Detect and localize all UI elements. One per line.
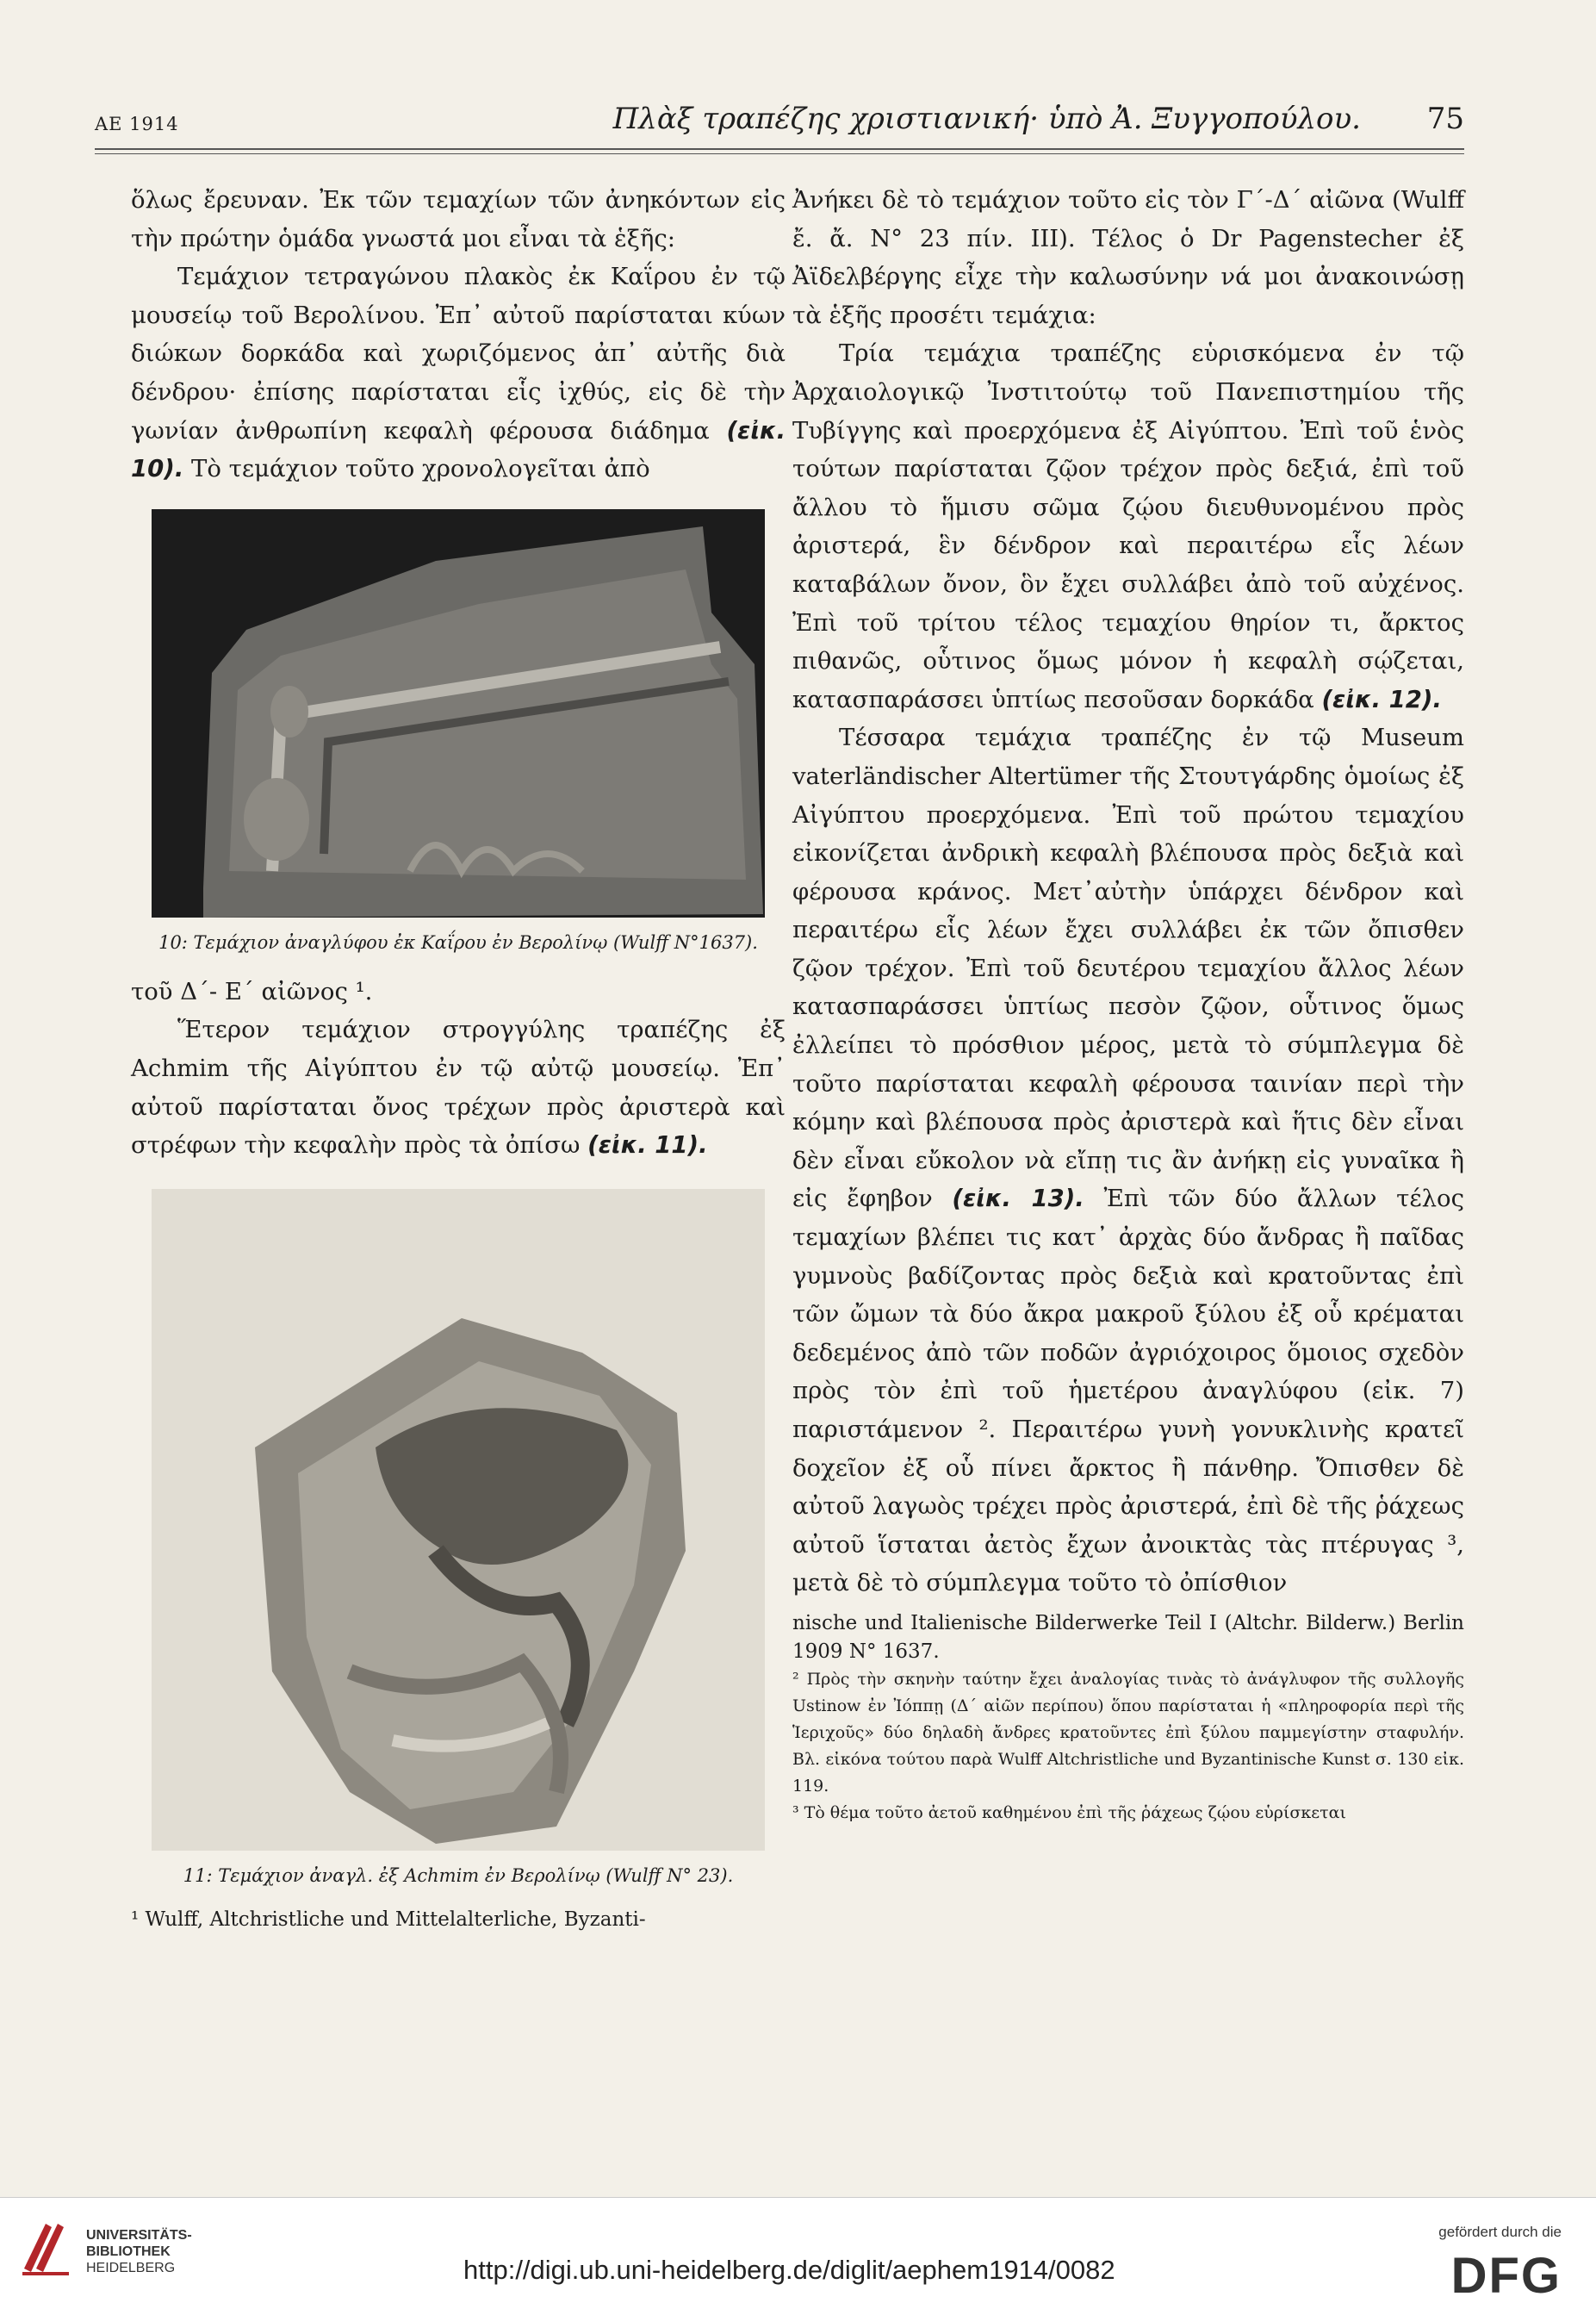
journal-volume: ΑΕ 1914 bbox=[95, 114, 179, 134]
relief-fragment-10-illustration bbox=[152, 509, 765, 918]
footnote-1: ¹ Wulff, Altchristliche und Mittelalterliche, Byzanti- bbox=[131, 1908, 646, 1931]
library-name bbox=[86, 2227, 192, 2276]
paragraph bbox=[792, 334, 1464, 719]
figure-ref-10[interactable]: (εἰκ. 10). bbox=[131, 416, 786, 483]
paragraph: τοῦ Δ΄- Ε΄ αἰῶνος ¹. bbox=[131, 977, 373, 1005]
dfg-logo: DFG bbox=[1450, 2248, 1562, 2304]
paragraph: Ἀνήκει δὲ τὸ τεμάχιον τοῦτο εἰς τὸν Γ΄-Δ΄ αἰῶνα (Wulff ἔ. ἄ. N° 23 πίν. III). Τέλος ὁ Dr Pagenstecher ἐξ Ἀϊδελβέργης εἶχε τὴν καλωσύνην νά μοι ἀνακοινώσῃ τὰ ἑξῆς προσέτι τεμάχια: bbox=[792, 186, 1464, 329]
paragraph-text: Ἕτερον τεμάχιον στρογγύλης τραπέζης ἐξ Achmim τῆς Αἰγύπτου ἐν τῷ αὐτῷ μουσείῳ. Ἐπ᾽ αὐτοῦ παρίσταται ὄνος τρέχων πρὸς ἀριστερὰ καὶ στρέφων τὴν κεφαλὴν πρὸς τὰ ὀπίσω bbox=[131, 1016, 786, 1160]
paragraph-text: Ἐπὶ τῶν δύο ἄλλων τέλος τεμαχίων βλέπει τις κατ᾽ ἀρχὰς δύο ἄνδρας ἢ παῖδας γυμνοὺς βαδίζοντας πρὸς δεξιὰ καὶ κρατοῦντας ἐπὶ τῶν ὤμων τὰ δύο ἄκρα μακροῦ ξύλου ἐξ οὗ κρέμαται δεδεμένος ἀπὸ τῶν ποδῶν ἀγριόχοιρος ὅμοιος σχεδὸν πρὸς τὸν ἐπὶ τοῦ ἡμετέρου ἀναγλύφου (εἰκ. 7) παριστάμενον ². Περαιτέρω γυνὴ γονυκλινὴς κρατεῖ δοχεῖον ἐξ οὗ πίνει ἄρκτος ἢ πάνθηρ. Ὄπισθεν δὲ αὐτοῦ λαγωὸς τρέχει πρὸς ἀριστερά, ἐπὶ δὲ τῆς ῥάχεως αὐτοῦ ἵσταται ἀετὸς ἔχων ἀνοικτὰς τὰς πτέρυγας ³, μετὰ δὲ τὸ σύμπλεγμα τοῦτο τὸ ὀπίσθιον bbox=[792, 1185, 1465, 1597]
footnote-2: ² Πρὸς τὴν σκηνὴν ταύτην ἔχει ἀναλογίας τινὰς τὸ ἀνάγλυφον τῆς συλλογῆς Ustinow ἐν Ἰόππῃ (Δ΄ αἰῶν περίπου) ὅπου παρίσταται ἡ «πληροφορία περὶ τῆς Ἱεριχοῦς» δύο δηλαδὴ ἄνδρες κρατοῦντες ἐπὶ ξύλου παμμεγίστην σταφυλήν. Βλ. εἰκόνα τούτου παρὰ Wulff Altchristliche und Byzantinische Kunst σ. 130 εἰκ. 119. bbox=[792, 1669, 1464, 1796]
university-library-logo-icon bbox=[16, 2217, 76, 2277]
running-title: Πλὰξ τραπέζης χριστιανική· ὑπὸ Ἀ. Ξυγγοπούλου. bbox=[612, 102, 1361, 136]
page-number: 75 bbox=[1426, 102, 1464, 136]
footnote-1-continued: nische und Italienische Bilderwerke Teil I (Altchr. Bilderw.) Berlin 1909 N° 1637. bbox=[792, 1611, 1464, 1663]
paragraph-text: Τεμάχιον τετραγώνου πλακὸς ἐκ Καΐρου ἐν τῷ μουσείῳ τοῦ Βερολίνου. Ἐπ᾽ αὐτοῦ παρίσταται κύων διώκων δορκάδα καὶ χωριζόμενος ἀπ᾽ αὐτῆς διὰ δένδρου· ἐπίσης παρίσταται εἷς ἰχθύς, εἰς δὲ τὴν γωνίαν ἀνθρωπίνη κεφαλὴ φέρουσα διάδημα bbox=[131, 263, 786, 445]
paragraph-text: Τὸ τεμάχιον τοῦτο χρονολογεῖται ἀπὸ bbox=[191, 455, 650, 483]
figure-ref-12[interactable]: (εἰκ. 12). bbox=[1321, 685, 1442, 713]
paragraph bbox=[792, 719, 1464, 1603]
paragraph: ὅλως ἔρευναν. Ἐκ τῶν τεμαχίων τῶν ἀνηκόντων εἰς τὴν πρώτην ὁμάδα γνωστά μοι εἶναι τὰ ἑξῆς: bbox=[131, 186, 786, 252]
paragraph-text: Τέσσαρα τεμάχια τραπέζης ἐν τῷ Museum vaterländischer Altertümer τῆς Στουτγάρδης ὁμοίως ἐξ Αἰγύπτου προερχόμενα. Ἐπὶ τοῦ πρώτου τεμαχίου εἰκονίζεται ἀνδρικὴ κεφαλὴ βλέπουσα πρὸς δεξιὰ καὶ φέρουσα κράνος. Μετ᾽αὐτὴν ὑπάρχει δένδρον καὶ περαιτέρω εἷς λέων ἔχει συλλάβει ἐκ τῶν ὄπισθεν ζῷον τρέχον. Ἐπὶ τοῦ δευτέρου τεμαχίου ἄλλος λέων κατασπαράσσει ὑπτίως πεσὸν ζῷον, οὗτινος ὅμως ἐλλείπει τὸ πρόσθιον μέρος, μετὰ τὸ σύμπλεγμα δὲ τοῦτο παρίσταται κεφαλὴ φέρουσα ταινίαν περὶ τὴν κόμην καὶ βλέπουσα πρὸς ἀριστερὰ καὶ ἥτις δὲν εἶναι δὲν εἶναι εὔκολον νὰ εἴπῃ τις ἂν ἀνήκῃ εἰς γυναῖκα ἢ εἰς ἔφηβον bbox=[792, 724, 1464, 1213]
right-column bbox=[792, 181, 1464, 1827]
header-rule-thin bbox=[95, 153, 1464, 154]
paragraph-text: Τρία τεμάχια τραπέζης εὑρισκόμενα ἐν τῷ Ἀρχαιολογικῷ Ἰνστιτούτῳ τοῦ Πανεπιστημίου τῆς Τυβίγγης καὶ προερχόμενα ἐξ Αἰγύπτου. Ἐπὶ τοῦ ἑνὸς τούτων παρίσταται ζῷον τρέχον πρὸς δεξιά, ἐπὶ τοῦ ἄλλου τὸ ἥμισυ σῶμα ζῴου διευθυνομένου πρὸς ἀριστερά, ἓν δένδρον καὶ περαιτέρω εἷς λέων καταβάλων ὄνον, ὃν ἔχει συλλάβει ἀπὸ τοῦ αὐχένος. Ἐπὶ τοῦ τρίτου τέλος τεμαχίου θηρίον τι, ἄρκτος πιθανῶς, οὗτινος ὅμως μόνον ἡ κεφαλὴ σῴζεται, κατασπαράσσει ὑπτίως πεσοῦσαν δορκάδα bbox=[792, 339, 1464, 713]
paragraph bbox=[131, 1011, 786, 1164]
footnote-3: ³ Τὸ θέμα τοῦτο ἀετοῦ καθημένου ἐπὶ τῆς ῥάχεως ζῴου εὑρίσκεται bbox=[792, 1802, 1346, 1822]
library-line: UNIVERSITÄTS- bbox=[86, 2228, 192, 2243]
figure-10-image bbox=[152, 509, 765, 918]
figure-11-caption: 11: Τεμάχιον ἀναγλ. ἐξ Achmim ἐν Βερολίνῳ (Wulff N° 23). bbox=[183, 1864, 734, 1886]
figure-ref-11[interactable]: (εἰκ. 11). bbox=[587, 1131, 708, 1160]
header-rule bbox=[95, 148, 1464, 150]
figure-11-image bbox=[152, 1189, 765, 1851]
library-line: HEIDELBERG bbox=[86, 2261, 176, 2275]
paragraph bbox=[131, 258, 786, 489]
figure-10-caption: 10: Τεμάχιον ἀναγλύφου ἐκ Καΐρου ἐν Βερολίνῳ (Wulff N°1637). bbox=[158, 931, 758, 953]
left-column bbox=[131, 181, 786, 1934]
funding-note: gefördert durch die bbox=[1438, 2224, 1562, 2240]
figure-ref-13[interactable]: (εἰκ. 13). bbox=[952, 1185, 1084, 1213]
relief-fragment-11-illustration bbox=[152, 1189, 765, 1851]
footer-bar bbox=[0, 2197, 1596, 2309]
library-line: BIBLIOTHEK bbox=[86, 2244, 171, 2259]
page-header bbox=[95, 102, 1464, 145]
permalink-url[interactable]: http://digi.ub.uni-heidelberg.de/diglit/aephem1914/0082 bbox=[463, 2255, 1115, 2285]
